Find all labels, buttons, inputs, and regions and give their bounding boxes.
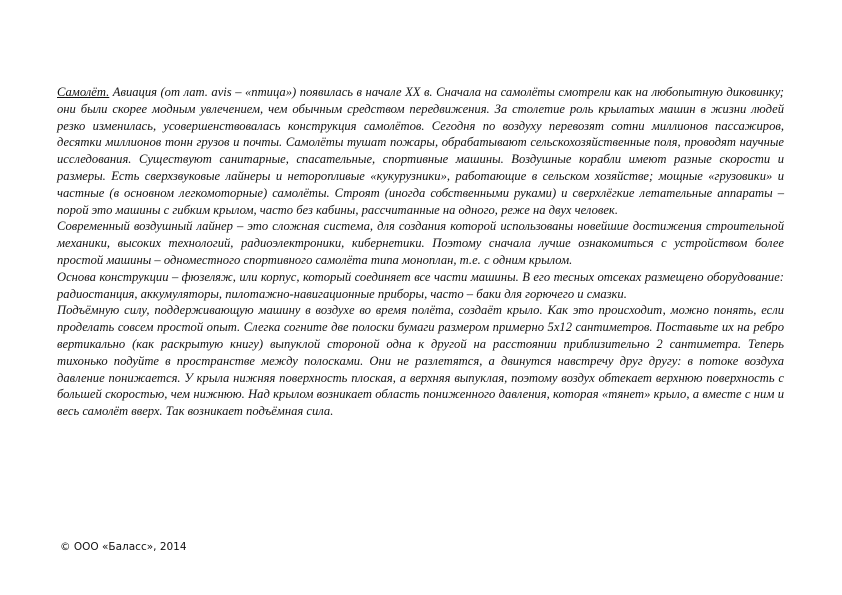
paragraph-1-text: Авиация (от лат. avis – «птица») появилась в начале XX в. Сначала на самолёты смотрели как на любопытную диковинку; они были скорее модным увлечением, чем обычным средством передвижения. За столетие роль крылатых машин в жизни людей резко изменилась, усовершенствовалась конструкция самолётов. Сегодня по воздуху перевозят сотни миллионов пассажиров, десятки миллионов тонн грузов и почты. Самолёты тушат пожары, обрабатывают сельскохозяйственные поля, проводят научные исследования. Существуют санитарные, спасательные, спортивные машины. Воздушные корабли имеют разные скорости и размеры. Есть сверхзвуковые лайнеры и неторопливые «кукурузники», работающие в сельском хозяйстве; мощные «грузовики» и частные (в основном легкомоторные) самолёты. Строят (иногда собственными руками) и сверхлёгкие летательные аппараты – порой это машины с гибким крылом, часто без кабины, рассчитанные на одного, реже на двух человек. (57, 85, 784, 217)
document-title: Самолёт. (57, 85, 110, 99)
document-body (57, 84, 784, 420)
copyright-footer: © ООО «Баласс», 2014 (60, 541, 187, 553)
paragraph-intro (57, 84, 784, 218)
paragraph-3: Основа конструкции – фюзеляж, или корпус, который соединяет все части машины. В его тесных отсеках размещено оборудование: радиостанция, аккумуляторы, пилотажно-навигационные приборы, часто – баки для горючего и смазки. (57, 269, 784, 301)
paragraph-2: Современный воздушный лайнер – это сложная система, для создания которой использованы новейшие достижения строительной механики, высоких технологий, радиоэлектроники, кибернетики. Поэтому сначала лучше ознакомиться с устройством более простой машины – одноместного спортивного самолёта типа моноплан, т.е. с одним крылом. (57, 219, 784, 267)
paragraph-4: Подъёмную силу, поддерживающую машину в воздухе во время полёта, создаёт крыло. Как это происходит, можно понять, если проделать совсем простой опыт. Слегка согните две полоски бумаги размером примерно 5х12 сантиметров. Поставьте их на ребро вертикально (как раскрытую книгу) выпуклой стороной одна к другой на расстоянии приблизительно 2 сантиметра. Теперь тихонько подуйте в пространстве между полосками. Они не разлетятся, а двинутся навстречу друг другу: в потоке воздуха давление понижается. У крыла нижняя поверхность плоская, а верхняя выпуклая, поэтому воздух обтекает верхнюю поверхность с большей скоростью, чем нижнюю. Над крылом возникает область пониженного давления, которая «тянет» крыло, а вместе с ним и весь самолёт вверх. Так возникает подъёмная сила. (57, 303, 784, 419)
